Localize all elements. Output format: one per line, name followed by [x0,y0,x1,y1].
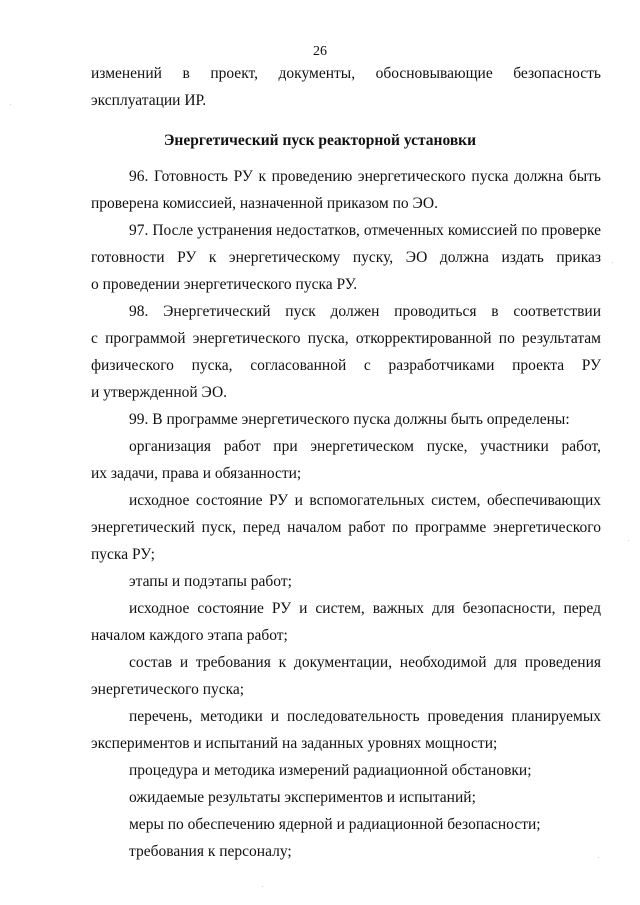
paragraph-97-line-1: 97. После устранения недостатков, отмеченных комиссией по проверке [129,222,601,239]
list-item-safety-measures: меры по обеспечению ядерной и радиационной безопасности; [129,816,541,833]
list-item-personnel: требования к персоналу; [129,843,292,860]
page-number: 26 [313,44,327,59]
paragraph-98-line-1: 98. Энергетический пуск должен проводиться в соответствии [129,303,601,320]
list-item-experiments-line-2: экспериментов и испытаний на заданных уровнях мощности; [91,735,498,752]
paragraph-99-line-1: 99. В программе энергетического пуска должны быть определены: [129,411,570,428]
list-item-initial-state-line-1: исходное состояние РУ и вспомогательных систем, обеспечивающих [129,492,601,509]
list-item-stages: этапы и подэтапы работ; [129,573,292,590]
list-item-experiments-line-1: перечень, методики и последовательность проведения планируемых [129,708,601,725]
scan-speck [628,540,629,541]
list-item-system-state-line-2: началом каждого этапа работ; [91,627,288,644]
paragraph-98-line-2: с программой энергетического пуска, откорректированной по результатам [91,330,601,347]
scan-speck [598,857,599,858]
list-item-organization-line-2: их задачи, права и обязанности; [91,465,302,482]
intro-line-2: эксплуатации ИР. [91,92,207,109]
list-item-documentation-line-2: энергетического пуска; [91,681,245,698]
list-item-initial-state-line-3: пуска РУ; [91,546,155,563]
scan-speck [262,886,263,887]
paragraph-98-line-3: физического пуска, согласованной с разработчиками проекта РУ [91,357,601,374]
list-item-initial-state-line-2: энергетический пуск, перед началом работ по программе энергетического [91,519,601,536]
paragraph-98-line-4: и утвержденной ЭО. [91,384,228,401]
list-item-organization-line-1: организация работ при энергетическом пуске, участники работ, [129,438,601,455]
intro-line-1: изменений в проект, документы, обосновывающие безопасность [91,65,601,82]
scan-speck [10,104,11,105]
paragraph-96-line-1: 96. Готовность РУ к проведению энергетического пуска должна быть [129,168,601,185]
paragraph-96-line-2: проверена комиссией, назначенной приказом по ЭО. [91,195,438,212]
list-item-documentation-line-1: состав и требования к документации, необходимой для проведения [129,654,601,671]
scan-speck [612,262,613,263]
list-item-expected-results: ожидаемые результаты экспериментов и испытаний; [129,789,476,806]
paragraph-97-line-3: о проведении энергетического пуска РУ. [91,276,358,293]
list-item-system-state-line-1: исходное состояние РУ и систем, важных для безопасности, перед [129,600,601,617]
section-title: Энергетический пуск реакторной установки [163,132,477,149]
paragraph-97-line-2: готовности РУ к энергетическому пуску, ЭО должна издать приказ [91,249,601,266]
list-item-radiation-measurement: процедура и методика измерений радиационной обстановки; [129,762,532,779]
